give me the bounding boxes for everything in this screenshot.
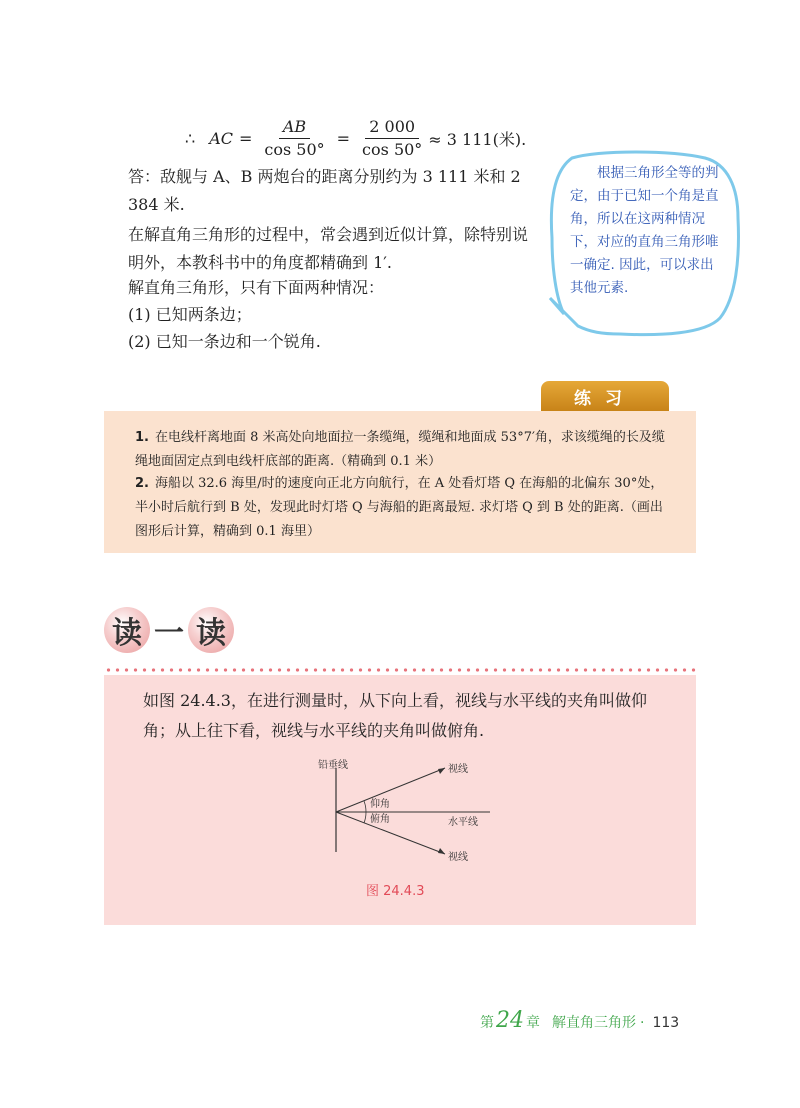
cases-intro: 解直角三角形，只有下面两种情况： [128, 278, 385, 297]
arrow-down [438, 848, 445, 854]
dotted-divider [104, 668, 696, 672]
depression-arc [364, 812, 366, 823]
read-title-char-left: 读 [104, 607, 150, 653]
formula-result: ≈ 3 111(米). [428, 129, 527, 149]
fraction-1-numerator: AB [279, 118, 310, 139]
fraction-1 [264, 118, 324, 159]
fraction-2-numerator: 2 000 [365, 118, 419, 139]
vertical-label: 铅垂线 [318, 760, 348, 771]
exercise-tab: 练习 [541, 381, 669, 411]
horizontal-label: 水平线 [448, 817, 478, 828]
chapter-title: 解直角三角形 [552, 1015, 636, 1031]
page-footer [480, 1008, 679, 1038]
cases-list [128, 274, 528, 355]
exercise-text-2: 海船以 32.6 海里/时的速度向正北方向航行，在 A 处看灯塔 Q 在海船的北偏东 30°处，半小时后航行到 B 处，发现此时灯塔 Q 与海船的距离最短. 求灯塔 Q 到 B 处的距离.（画出图形后计算，精确到 0.1 海里） [135, 476, 664, 539]
therefore-symbol: ∴ [185, 128, 196, 148]
chapter-suffix: 章 [526, 1015, 540, 1031]
angle-diagram [310, 750, 500, 865]
read-text: 如图 24.4.3，在进行测量时，从下向上看，视线与水平线的夹角叫做仰角；从上往下看，视线与水平线的夹角叫做俯角. [143, 691, 647, 740]
bubble-text: 根据三角形全等的判定，由于已知一个角是直角，所以在这两种情况下，对应的直角三角形唯一确定. 因此，可以求出其他元素. [570, 165, 719, 296]
formula-lhs: AC [209, 128, 233, 148]
formula-eq1: = [238, 128, 253, 148]
sight-line-down [336, 812, 445, 854]
note-bubble [520, 148, 745, 348]
elevation-arc [364, 801, 366, 812]
depression-label: 俯角 [370, 814, 390, 825]
exercise-num-1: 1. [135, 430, 149, 445]
exercise-item-2 [135, 472, 675, 544]
sight-down-label: 视线 [448, 852, 468, 863]
elevation-label: 仰角 [370, 799, 390, 810]
answer-paragraph: 答：敌舰与 A、B 两炮台的距离分别约为 3 111 米和 2 384 米. [128, 167, 521, 214]
read-section-title [104, 606, 234, 654]
fraction-2 [362, 118, 422, 159]
exercise-num-2: 2. [135, 476, 149, 491]
figure-caption: 图 24.4.3 [366, 884, 425, 899]
page-number: 113 [652, 1015, 680, 1031]
formula-eq2: = [336, 128, 351, 148]
footer-dot: · [640, 1015, 645, 1031]
case-item-2: (2) 已知一条边和一个锐角. [128, 332, 321, 351]
chapter-prefix: 第 [480, 1015, 494, 1031]
exercise-text-1: 在电线杆离地面 8 米高处向地面拉一条缆绳，缆绳和地面成 53°7′角，求该缆绳的长及缆绳地面固定点到电线杆底部的距离.（精确到 0.1 米） [135, 430, 665, 469]
arrow-up [438, 768, 445, 774]
exercise-item-1 [135, 426, 675, 474]
fraction-2-denominator: cos 50° [362, 139, 423, 159]
sight-line-up [336, 768, 445, 812]
case-item-1: (1) 已知两条边； [128, 305, 252, 324]
fraction-1-denominator: cos 50° [264, 139, 325, 159]
sight-up-label: 视线 [448, 764, 468, 775]
formula [185, 116, 526, 160]
chapter-number: 24 [496, 1008, 524, 1033]
read-title-char-mid: 一 [154, 616, 184, 651]
read-title-char-right: 读 [188, 607, 234, 653]
approximation-paragraph: 在解直角三角形的过程中，常会遇到近似计算，除特别说明外，本教科书中的角度都精确到 1′. [128, 225, 529, 272]
